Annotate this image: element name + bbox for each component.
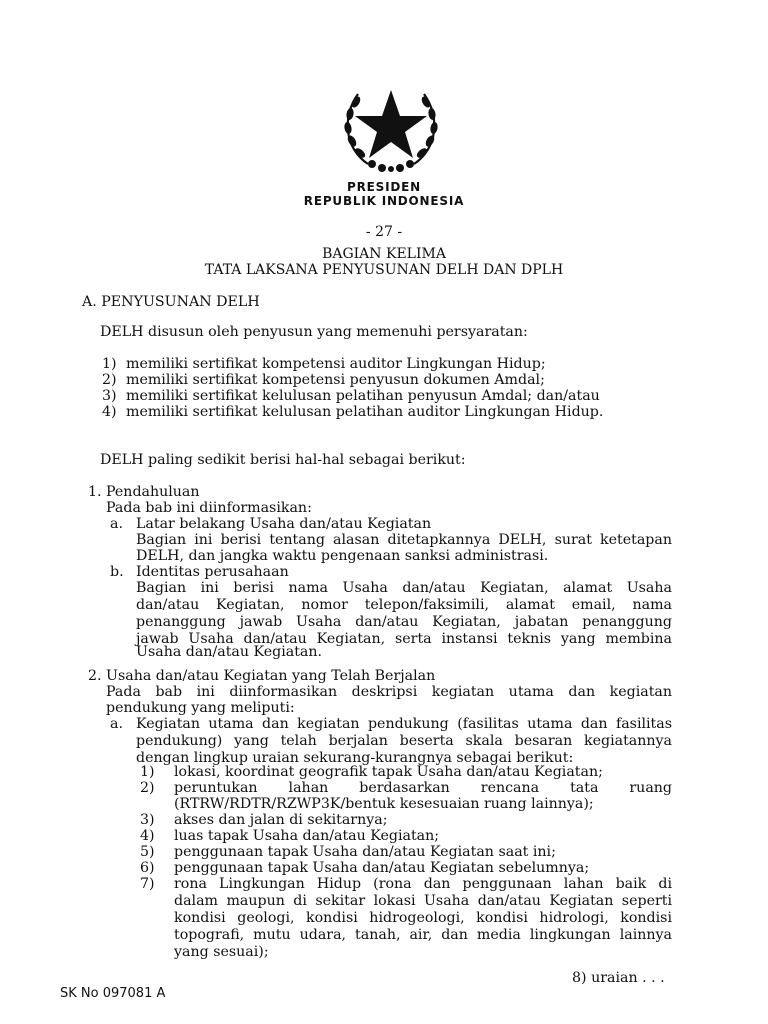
body-line: Usaha dan/atau Kegiatan. xyxy=(136,644,323,660)
item-number: 5) xyxy=(140,844,155,860)
body-line: penanggung jawab Usaha dan/atau Kegiatan, jabatan penanggung xyxy=(136,614,672,630)
requirement-number: 3) xyxy=(102,388,117,404)
body-line: yang sesuai); xyxy=(174,944,269,960)
subsection-letter: a. xyxy=(110,516,123,532)
body-line: dalam maupun di sekitar lokasi Usaha dan/atau Kegiatan seperti xyxy=(174,893,672,909)
header-republic: REPUBLIK INDONESIA xyxy=(303,194,465,208)
requirement-number: 2) xyxy=(102,372,117,388)
item-text xyxy=(174,876,672,944)
body-line: DELH, dan jangka waktu pengenaan sanksi administrasi. xyxy=(136,548,549,564)
chapter-intro: Pada bab ini diinformasikan: xyxy=(106,500,312,516)
requirements-intro: DELH disusun oleh penyusun yang memenuhi persyaratan: xyxy=(100,324,528,340)
subsection-letter: b. xyxy=(110,564,124,580)
chapter-number: 1. xyxy=(88,484,102,500)
item-text: akses dan jalan di sekitarnya; xyxy=(174,812,388,828)
header-president: PRESIDEN xyxy=(347,180,421,194)
item-text: penggunaan tapak Usaha dan/atau Kegiatan saat ini; xyxy=(174,844,556,860)
body-line: Bagian ini berisi nama Usaha dan/atau Kegiatan, alamat Usaha xyxy=(136,580,672,596)
body-line: peruntukan lahan berdasarkan rencana tata ruang xyxy=(174,780,672,796)
body-line: topografi, mutu udara, tanah, air, dan media lingkungan lainnya xyxy=(174,927,672,943)
requirement-text: memiliki sertifikat kompetensi penyusun dokumen Amdal; xyxy=(126,372,545,388)
item-number: 4) xyxy=(140,828,155,844)
body-line: pendukung) yang telah berjalan beserta skala besaran kegiatannya xyxy=(136,733,672,749)
item-text: penggunaan tapak Usaha dan/atau Kegiatan sebelumnya; xyxy=(174,860,590,876)
requirement-text: memiliki sertifikat kelulusan pelatihan auditor Lingkungan Hidup. xyxy=(126,404,604,420)
subsection-title: Identitas perusahaan xyxy=(136,564,289,580)
chapter-number: 2. xyxy=(88,668,102,684)
requirement-text: memiliki sertifikat kompetensi auditor Lingkungan Hidup; xyxy=(126,356,546,372)
heading-a: A. PENYUSUNAN DELH xyxy=(82,294,260,310)
item-number: 7) xyxy=(140,876,155,892)
body-line: pendukung yang meliputi: xyxy=(106,700,295,716)
body-line: dengan lingkup uraian sekurang-kurangnya sebagai berikut: xyxy=(136,750,574,766)
body-line: rona Lingkungan Hidup (rona dan penggunaan lahan baik di xyxy=(174,876,672,892)
garuda-star-emblem-icon xyxy=(338,78,444,174)
item-text xyxy=(174,780,672,797)
footer-document-code: SK No 097081 A xyxy=(60,986,166,1001)
requirement-text: memiliki sertifikat kelulusan pelatihan penyusun Amdal; dan/atau xyxy=(126,388,600,404)
body-line: kondisi geologi, kondisi hidrogeologi, kondisi hidrologi, kondisi xyxy=(174,910,672,926)
subsection-letter: a. xyxy=(110,716,123,732)
item-number: 6) xyxy=(140,860,155,876)
subsection-title: Latar belakang Usaha dan/atau Kegiatan xyxy=(136,516,432,532)
body-line: (RTRW/RDTR/RZWP3K/bentuk kesesuaian ruang lainnya); xyxy=(174,796,594,812)
section-subtitle: TATA LAKSANA PENYUSUNAN DELH DAN DPLH xyxy=(204,262,564,278)
subsection-body xyxy=(136,716,672,750)
item-number: 3) xyxy=(140,812,155,828)
continuation-marker: 8) uraian . . . xyxy=(572,970,665,986)
requirement-number: 4) xyxy=(102,404,117,420)
body-line: Pada bab ini diinformasikan deskripsi kegiatan utama dan kegiatan xyxy=(106,684,672,700)
chapter-title: Pendahuluan xyxy=(106,484,200,500)
body-line: Kegiatan utama dan kegiatan pendukung (fasilitas utama dan fasilitas xyxy=(136,716,672,732)
requirement-number: 1) xyxy=(102,356,117,372)
contents-intro: DELH paling sedikit berisi hal-hal sebagai berikut: xyxy=(100,452,466,468)
body-line: dan/atau Kegiatan, nomor telepon/faksimili, alamat email, nama xyxy=(136,597,672,613)
body-line: Bagian ini berisi tentang alasan ditetapkannya DELH, surat ketetapan xyxy=(136,532,672,548)
item-text: luas tapak Usaha dan/atau Kegiatan; xyxy=(174,828,440,844)
chapter-intro xyxy=(106,684,672,701)
item-text: lokasi, koordinat geografik tapak Usaha dan/atau Kegiatan; xyxy=(174,764,603,780)
body-line: jawab Usaha dan/atau Kegiatan, serta instansi teknis yang membina xyxy=(136,631,672,647)
item-number: 1) xyxy=(140,764,155,780)
section-title: BAGIAN KELIMA xyxy=(322,246,446,262)
item-number: 2) xyxy=(140,780,155,796)
subsection-body xyxy=(136,532,672,549)
chapter-title: Usaha dan/atau Kegiatan yang Telah Berjalan xyxy=(106,668,436,684)
page-number: - 27 - xyxy=(365,224,403,240)
subsection-body xyxy=(136,580,672,648)
